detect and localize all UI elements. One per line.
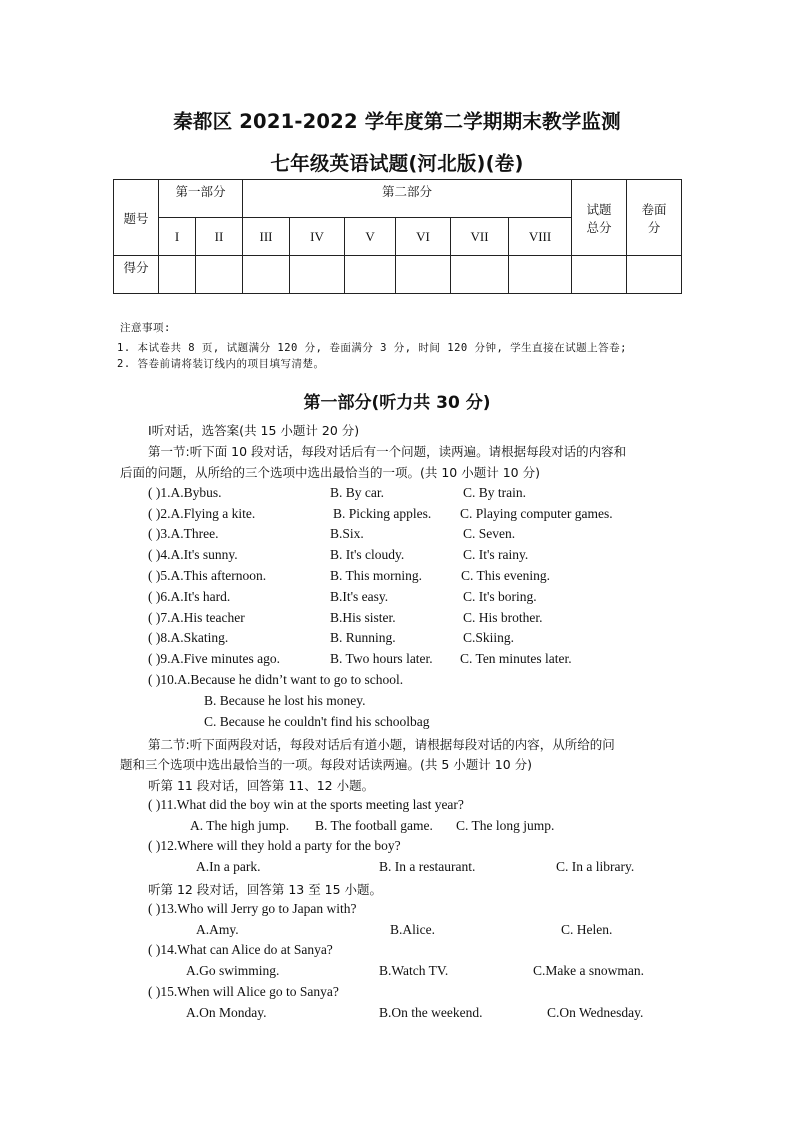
score-table-part1-header: 第一部分 [159,180,243,218]
option-a[interactable]: ( )8.A.Skating. [148,630,229,645]
score-cell[interactable] [290,256,345,294]
option-b[interactable]: B. By car. [330,485,384,500]
option-c[interactable]: C. His brother. [463,610,543,625]
score-table-numeral: II [196,218,243,256]
option-b[interactable]: B.On the weekend. [379,1005,483,1020]
question-2 [148,506,255,522]
option-c[interactable]: C. Seven. [463,526,516,541]
part1-heading: 第一部分(听力共 30 分) [303,393,491,413]
option-a[interactable]: ( )7.A.His teacher [148,610,245,625]
exam-title: 秦都区 2021-2022 学年度第二学期期末教学监测 [173,110,621,133]
option-b[interactable]: B.It's easy. [330,589,389,604]
option-a[interactable]: A.In a park. [196,859,261,874]
option-c[interactable]: C. Because he couldn't find his schoolbag [204,714,430,729]
option-c[interactable]: C. The long jump. [456,818,555,833]
option-b[interactable]: B. Running. [330,630,396,645]
question-9 [148,651,280,667]
score-table-score-label: 得分 [114,256,159,294]
section1-instruction: 后面的问题，从所给的三个选项中选出最恰当的一项。(共 10 小题计 10 分) [120,465,540,480]
section-I-heading: I听对话，选答案(共 15 小题计 20 分) [148,423,360,438]
option-a[interactable]: ( )1.A.Bybus. [148,485,222,500]
option-a[interactable]: ( )5.A.This afternoon. [148,568,267,583]
option-b[interactable]: B. Two hours later. [330,651,433,666]
score-table-numeral: IV [290,218,345,256]
score-table-numeral: VII [451,218,509,256]
option-b[interactable]: B. It's cloudy. [330,547,405,562]
option-b[interactable]: B.Alice. [390,922,435,937]
score-table-paper-header: 卷面分 [627,180,682,256]
question-4 [148,547,238,563]
option-a[interactable]: ( )6.A.It's hard. [148,589,231,604]
option-a[interactable]: ( )10.A.Because he didn’t want to go to school. [148,672,404,687]
section2-instruction: 第二节:听下面两段对话，每段对话后有道小题，请根据每段对话的内容，从所给的问 [148,737,615,752]
score-cell[interactable] [572,256,627,294]
score-cell[interactable] [627,256,682,294]
option-a[interactable]: A.Amy. [196,922,239,937]
section1-instruction: 第一节:听下面 10 段对话，每段对话后有一个问题，读两遍。请根据每段对话的内容和 [148,444,627,459]
score-table-numeral: V [345,218,396,256]
score-cell[interactable] [396,256,451,294]
option-c[interactable]: C.On Wednesday. [547,1005,644,1020]
question-14: ( )14.What can Alice do at Sanya? [148,942,333,957]
score-table-total-header: 试题总分 [572,180,627,256]
option-c[interactable]: C. Ten minutes later. [460,651,572,666]
score-cell[interactable] [451,256,509,294]
notes-heading: 注意事项: [120,322,171,334]
option-c[interactable]: C.Skiing. [463,630,515,645]
question-6 [148,589,230,605]
score-cell[interactable] [509,256,572,294]
score-table-numeral: VI [396,218,451,256]
option-b[interactable]: B.Six. [330,526,364,541]
notes-line: 2. 答卷前请将装订线内的项目填写清楚。 [117,358,325,370]
option-c[interactable]: C. Playing computer games. [460,506,613,521]
question-1 [148,485,222,501]
score-table-row-header: 题号 [114,180,159,256]
dialog-11-heading: 听第 11 段对话，回答第 11、12 小题。 [148,778,375,793]
option-a[interactable]: ( )9.A.Five minutes ago. [148,651,280,666]
question-13: ( )13.Who will Jerry go to Japan with? [148,901,357,916]
option-b[interactable]: B. Because he lost his money. [204,693,366,708]
option-b[interactable]: B.Watch TV. [379,963,449,978]
option-b[interactable]: B. This morning. [330,568,423,583]
score-table-numeral: III [243,218,290,256]
option-a[interactable]: ( )4.A.It's sunny. [148,547,238,562]
exam-notes [117,318,628,374]
question-3 [148,526,218,542]
option-a[interactable]: A. The high jump. [190,818,290,833]
option-a[interactable]: ( )2.A.Flying a kite. [148,506,256,521]
question-10 [148,672,403,688]
option-c[interactable]: C. It's rainy. [463,547,529,562]
option-a[interactable]: ( )3.A.Three. [148,526,219,541]
option-b[interactable]: B. The football game. [315,818,433,833]
score-table-numeral: I [159,218,196,256]
question-5 [148,568,266,584]
question-7 [148,610,245,626]
option-a[interactable]: A.Go swimming. [186,963,280,978]
option-c[interactable]: C. This evening. [461,568,550,583]
question-11: ( )11.What did the boy win at the sports meeting last year? [148,797,464,812]
option-b[interactable]: B. In a restaurant. [379,859,476,874]
question-12: ( )12.Where will they hold a party for the boy? [148,838,401,853]
score-cell[interactable] [345,256,396,294]
section2-instruction: 题和三个选项中选出最恰当的一项。每段对话读两遍。(共 5 小题计 10 分) [120,757,533,772]
score-table-numeral: VIII [509,218,572,256]
dialog-12-heading: 听第 12 段对话，回答第 13 至 15 小题。 [148,882,383,897]
question-15: ( )15.When will Alice go to Sanya? [148,984,339,999]
score-table-part2-header: 第二部分 [243,180,572,218]
option-a[interactable]: A.On Monday. [186,1005,267,1020]
option-b[interactable]: B. Picking apples. [333,506,432,521]
option-b[interactable]: B.His sister. [330,610,396,625]
score-cell[interactable] [159,256,196,294]
score-cell[interactable] [196,256,243,294]
score-cell[interactable] [243,256,290,294]
option-c[interactable]: C. Helen. [561,922,613,937]
exam-subtitle: 七年级英语试题(河北版)(卷) [270,152,524,175]
option-c[interactable]: C. By train. [463,485,526,500]
option-c[interactable]: C.Make a snowman. [533,963,644,978]
score-table [113,179,682,294]
notes-line: 1. 本试卷共 8 页, 试题满分 120 分, 卷面满分 3 分, 时间 120 分钟, 学生直接在试题上答卷; [117,342,628,354]
option-c[interactable]: C. It's boring. [463,589,537,604]
option-c[interactable]: C. In a library. [556,859,635,874]
question-8 [148,630,228,646]
